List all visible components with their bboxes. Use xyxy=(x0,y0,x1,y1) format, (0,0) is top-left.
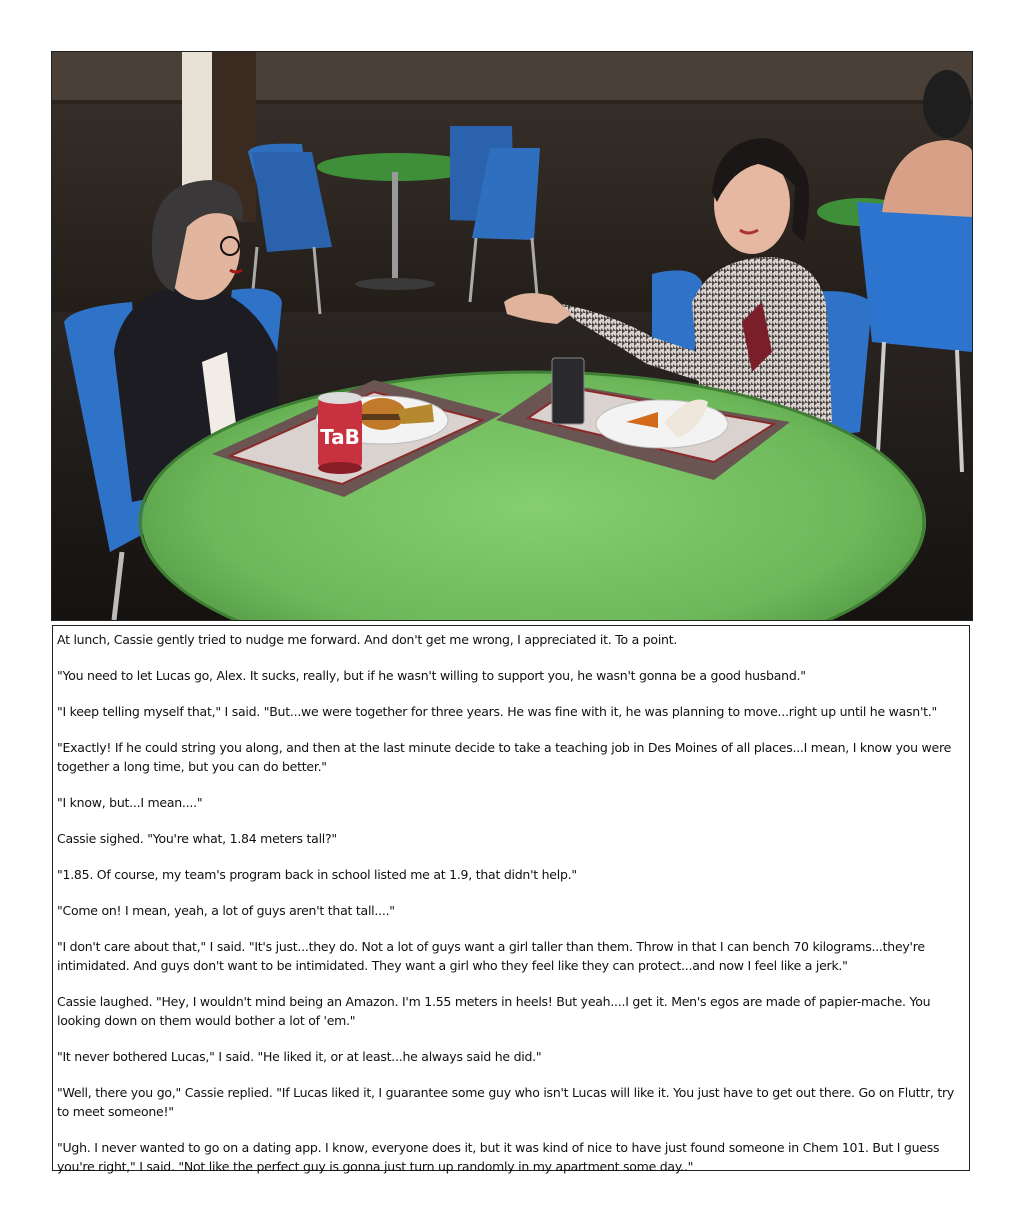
story-paragraph: "You need to let Lucas go, Alex. It sucks, really, but if he wasn't willing to support you, he wasn't gonna be a good husband." xyxy=(57,668,806,683)
drink-glass xyxy=(552,358,584,424)
story-paragraph: "Exactly! If he could string you along, and then at the last minute decide to take a teaching job in Des Moines of all places...I mean, I know you were together a long time, but you can do better." xyxy=(57,740,952,774)
can-label: TaB xyxy=(320,425,360,449)
cafeteria-lunch-illustration xyxy=(51,51,973,621)
story-paragraph: "Ugh. I never wanted to go on a dating app. I know, everyone does it, but it was kind of nice to have just found someone in Chem 101. But I guess you're right," I said. "Not like the perfect guy is gonna just turn up randomly in my apartment some day.." xyxy=(57,1140,940,1174)
story-paragraph: "I know, but...I mean...." xyxy=(57,795,203,810)
story-text-box xyxy=(52,625,970,1174)
wrap-plate xyxy=(596,400,728,448)
story-paragraph: "Well, there you go," Cassie replied. "If Lucas liked it, I guarantee some guy who isn't Lucas will like it. You just have to get out there. Go on Fluttr, try to meet someone!" xyxy=(57,1085,955,1119)
door-frame xyxy=(182,52,212,192)
background-person xyxy=(923,70,971,138)
right-chair xyxy=(857,202,972,352)
story-paragraph: Cassie laughed. "Hey, I wouldn't mind being an Amazon. I'm 1.55 meters in heels! But yeah....I get it. Men's egos are made of papier-mache. You looking down on them would bother a lot of 'em." xyxy=(57,994,931,1028)
story-paragraph: At lunch, Cassie gently tried to nudge me forward. And don't get me wrong, I appreciated it. To a point. xyxy=(57,632,678,647)
story-paragraph: "I don't care about that," I said. "It's just...they do. Not a lot of guys want a girl taller than them. Throw in that I can bench 70 kilograms...they're intimidated. And guys don't want to be intimidated. They want a girl who they feel like they can protect...and now I feel like a jerk." xyxy=(57,939,925,973)
story-paragraph: "Come on! I mean, yeah, a lot of guys aren't that tall...." xyxy=(57,903,395,918)
tab-can xyxy=(318,392,362,474)
story-paragraph: "It never bothered Lucas," I said. "He liked it, or at least...he always said he did." xyxy=(57,1049,542,1064)
story-paragraph: Cassie sighed. "You're what, 1.84 meters tall?" xyxy=(57,831,337,846)
story-paragraph: "1.85. Of course, my team's program back in school listed me at 1.9, that didn't help." xyxy=(57,867,577,882)
scene-svg xyxy=(52,52,972,620)
story-paragraph: "I keep telling myself that," I said. "But...we were together for three years. He was fine with it, he was planning to move...right up until he wasn't." xyxy=(57,704,938,719)
